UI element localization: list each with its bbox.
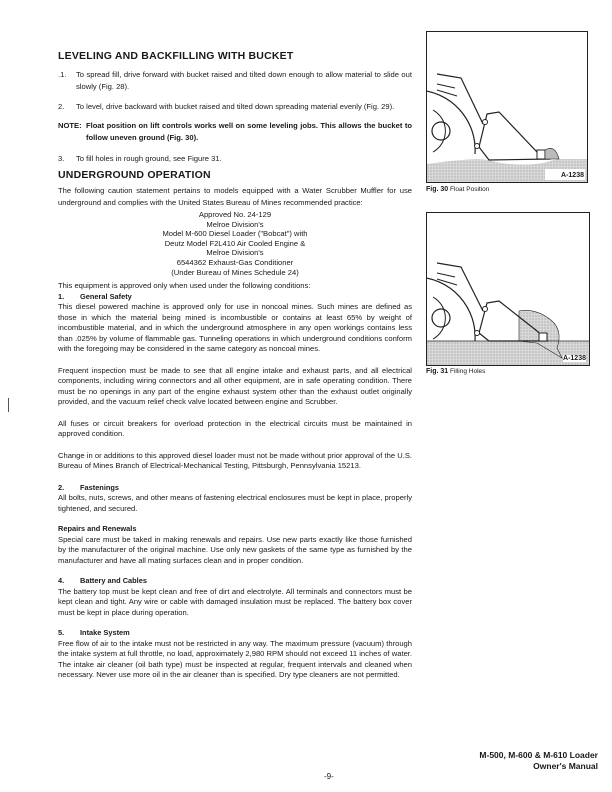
battery-section: 4. Battery and Cables The battery top must be kept clean and free of dirt and electrolyte. All terminals and connectors must be kept clean and tight. Any wire or cable with damaged insulation must be replaced. The battery box cover must be kept in place during operation. [58, 576, 412, 617]
figure-code: A-1238 [563, 355, 586, 362]
section-title-leveling: LEVELING AND BACKFILLING WITH BUCKET [58, 50, 294, 62]
fastenings-section: 2. Fastenings All bolts, nuts, screws, and other means of fastening electrical enclosures must be kept in place, properly tightened, and secured. [58, 482, 412, 513]
section-title-underground: UNDERGROUND OPERATION [58, 169, 211, 181]
figure-31-image [426, 212, 590, 366]
inspection-paragraph: Frequent inspection must be made to see that all engine intake and exhaust parts, and all electrical components, including wiring connectors and all other equipment, are in safe operating condition. There must be no openings in any part of the engine exhaust system other than the exhaust outlet originally provided, and the vacuum relief check valve located between engine and Scrubber. [58, 365, 412, 407]
intro-paragraph: The following caution statement pertains to models equipped with a Water Scrubber Muffler for use underground and complies with the United States Bureau of Mines recommended practice: [58, 186, 412, 207]
loader-float-illustration [427, 32, 587, 182]
margin-mark [8, 398, 9, 412]
subheading-general-safety: 1. General Safety [58, 291, 132, 301]
figure-30-image [426, 31, 588, 183]
repairs-section: Repairs and Renewals Special care must be taked in making renewals and repairs. Use new parts exactly like those furnished by the manufacturer of the original machine. Use only new gaskets of the same type as furnished by the manufacturer and have all mating surfaces clean and in proper condition. [58, 524, 412, 565]
approval-block: Approved No. 24-129 Melroe Division's Model M-600 Diesel Loader ("Bobcat") with Deutz Model F2L410 Air Cooled Engine & Melroe Division's 6544362 Exhaust-Gas Conditioner (Under Bureau of Mines Schedule 24) [162, 210, 308, 277]
fuses-paragraph: All fuses or circuit breakers for overload protection in the electrical circuits must be maintained in approved condition. [58, 418, 412, 439]
list-item: 3. To fill holes in rough ground, see Figure 31. [58, 154, 222, 163]
figure-31-caption: Fig. 31 Filling Holes [426, 368, 486, 375]
conditions-paragraph: This equipment is approved only when used under the following conditions: [58, 281, 311, 291]
list-item: .1. To spread fill, drive forward with bucket raised and tilted down enough to allow material to slide out slowly (Fig. 28). [58, 70, 412, 91]
figure-30-caption: Fig. 30 Float Position [426, 186, 490, 193]
manual-footer: M-500, M-600 & M-610 Loader Owner's Manual [479, 750, 598, 771]
loader-filling-holes-illustration [427, 213, 589, 365]
page-number: -9- [324, 772, 334, 781]
change-paragraph: Change in or additions to this approved diesel loader must not be made without prior approval of the U.S. Bureau of Mines Branch of Electrical-Mechanical Testing, Pittsburgh, Pennsylvania 15213. [58, 450, 412, 471]
intake-section: 5. Intake System Free flow of air to the intake must not be restricted in any way. The maximum pressure (vacuum) through the intake system at full throttle, no load, approximately 2,980 RPM should not exceed 11 inches of water. The intake air cleaner (oil bath type) must be inspected at regular, frequent intervals and cleaned when necessary. Never use more oil in the air cleaner than is specified. Dry type cleaners are not permitted. [58, 628, 413, 680]
text-column [58, 50, 412, 681]
note: NOTE: Float position on lift controls works well on some leveling jobs. This allows the bucket to follow uneven ground (Fig. 30). [58, 121, 412, 142]
list-item: 2. To level, drive backward with bucket raised and tilted down spreading material evenly (Fig. 29). [58, 102, 395, 111]
figure-code: A-1238 [561, 172, 584, 179]
general-safety-paragraph: This diesel powered machine is approved only for use in noncoal mines. Such mines are defined as those in which the material being mined is incombustible or contains at least 65% by weight of incombustible material, and in which the underground atmosphere in any open workings contains less than .025% by volume of flammable gas. Tunneling operations in which underground conditions conform with the foregoing may be considered in the same category as noncoal mines. [58, 302, 412, 354]
